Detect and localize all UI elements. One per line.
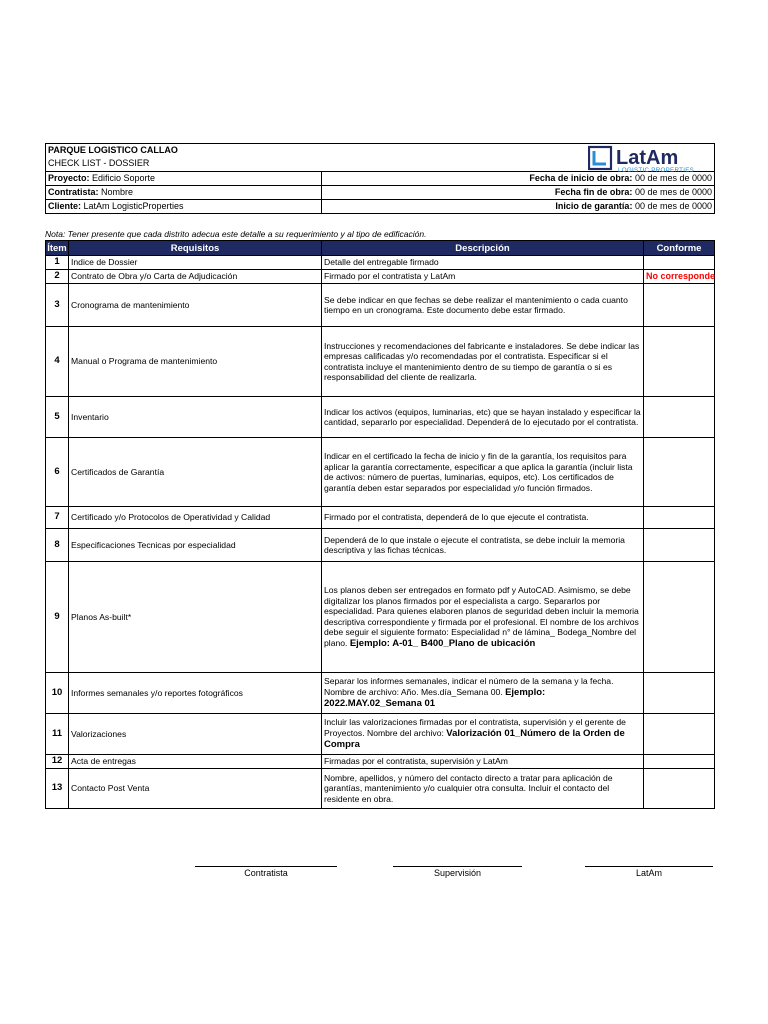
description-text: Firmado por el contratista y LatAm <box>324 271 456 282</box>
conforme-cell <box>644 327 715 397</box>
table-row <box>46 256 715 270</box>
description-cell <box>322 507 644 529</box>
requirement-cell: Especificaciones Tecnicas por especialidad <box>69 529 322 562</box>
description-example: Ejemplo: 2022.MAY.02_Semana 01 <box>324 686 546 710</box>
conforme-cell <box>644 284 715 327</box>
item-number: 3 <box>46 284 69 327</box>
description-text: Dependerá de lo que instale o ejecute el contratista, se debe incluir la memoria descriptiva y las fichas técnicas. <box>324 534 625 555</box>
table-row <box>46 755 715 769</box>
table-row <box>46 529 715 562</box>
requirement-cell: Cronograma de mantenimiento <box>69 284 322 327</box>
requirement-cell: Valorizaciones <box>69 714 322 755</box>
conforme-cell <box>644 507 715 529</box>
requirement-cell: Indice de Dossier <box>69 256 322 270</box>
end-date-field: Fecha fin de obra: 00 de mes de 0000 <box>322 185 715 199</box>
logo-tagline: LOGISTIC PROPERTIES <box>618 167 695 173</box>
item-number: 6 <box>46 438 69 507</box>
conforme-cell <box>644 438 715 507</box>
description-cell <box>322 562 644 673</box>
description-cell <box>322 327 644 397</box>
table-row <box>46 327 715 397</box>
item-number: 4 <box>46 327 69 397</box>
conforme-cell <box>644 714 715 755</box>
item-number: 11 <box>46 714 69 755</box>
description-text: Incluir las valorizaciones firmadas por el contratista, supervisión y el gerente de Proyectos. Nombre del archivo: <box>324 717 626 738</box>
conforme-cell <box>644 256 715 270</box>
table-header-row <box>46 241 715 256</box>
requirement-cell: Contacto Post Venta <box>69 769 322 809</box>
latam-logo <box>588 145 712 173</box>
table-row <box>46 769 715 809</box>
col-header-conforme: Conforme <box>644 241 715 256</box>
checklist-subtitle: CHECK LIST - DOSSIER <box>46 157 322 171</box>
description-text: Se debe indicar en que fechas se debe realizar el mantenimiento o cada cuanto tiempo en un cronograma. Este documento debe estar firmado. <box>324 294 628 315</box>
document-header <box>45 143 714 214</box>
table-row <box>46 714 715 755</box>
item-number: 8 <box>46 529 69 562</box>
requirement-cell: Acta de entregas <box>69 755 322 769</box>
description-cell <box>322 256 644 270</box>
description-cell <box>322 270 644 284</box>
description-cell <box>322 769 644 809</box>
signature-contratista: Contratista <box>195 866 337 878</box>
col-header-requisitos: Requisitos <box>69 241 322 256</box>
col-header-item: Ítem <box>47 242 67 254</box>
company-title: PARQUE LOGISTICO CALLAO <box>46 144 322 158</box>
requirement-cell: Certificado y/o Protocolos de Operatividad y Calidad <box>69 507 322 529</box>
logo-mark-inner <box>594 151 606 164</box>
description-example: Valorización 01_Número de la Orden de Compra <box>324 727 625 751</box>
col-header-descripcion: Descripción <box>322 241 644 256</box>
table-body <box>46 256 715 809</box>
signature-supervision: Supervisión <box>393 866 522 878</box>
conforme-cell <box>644 529 715 562</box>
description-cell <box>322 714 644 755</box>
item-number: 2 <box>46 270 69 284</box>
table-row <box>46 284 715 327</box>
item-number: 12 <box>46 755 69 769</box>
item-number: 9 <box>46 562 69 673</box>
item-number: 10 <box>46 673 69 714</box>
conforme-cell <box>644 562 715 673</box>
description-cell <box>322 438 644 507</box>
description-text: Nombre, apellidos, y número del contacto directo a tratar para aplicación de garantías, mantenimiento y/o cualquier otra consulta. Incluir el contacto del residente en obra. <box>324 772 613 804</box>
checklist-table <box>45 240 715 809</box>
requirement-cell: Contrato de Obra y/o Carta de Adjudicación <box>69 270 322 284</box>
description-text: Los planos deben ser entregados en formato pdf y AutoCAD. Asimismo, se debe digitalizar los planos firmados por el especialista a cargo. Separarlos por especialidad. Para quienes elaboren planos de seguridad deben incluir la memoria descriptiva correspondiente y firmada por el profesional. El nombre de los archivos debe seguir el siguiente formato: Especialidad n° de lámina_ Bodega_Nombre del plano. <box>324 585 639 648</box>
requirement-cell: Certificados de Garantía <box>69 438 322 507</box>
start-date-field: Fecha de inicio de obra: 00 de mes de 0000 <box>322 171 715 185</box>
conforme-cell <box>644 755 715 769</box>
conforme-cell <box>644 397 715 438</box>
description-cell <box>322 397 644 438</box>
requirement-cell: Informes semanales y/o reportes fotográficos <box>69 673 322 714</box>
description-text: Firmadas por el contratista, supervisión y LatAm <box>324 756 508 767</box>
description-text: Instrucciones y recomendaciones del fabricante e instaladores. Se debe indicar las empresas calificadas y/o recomendadas por el contratista. Especificar si el contratista incluye el mantenimiento dentro de su tiempo de garantía o si es responsabilidad del cliente de realizarla. <box>324 340 640 382</box>
conforme-cell: No corresponde <box>644 270 715 284</box>
description-text: Detalle del entregable firmado <box>324 257 439 268</box>
table-row <box>46 673 715 714</box>
requirement-cell: Planos As-built* <box>69 562 322 673</box>
item-number: 7 <box>46 507 69 529</box>
table-row <box>46 562 715 673</box>
project-field: Proyecto: Edificio Soporte <box>46 171 322 185</box>
table-row <box>46 397 715 438</box>
requirement-cell: Inventario <box>69 397 322 438</box>
item-number: 1 <box>46 256 69 270</box>
signature-latam: LatAm <box>585 866 713 878</box>
description-example: Ejemplo: A-01_ B400_Plano de ubicación <box>349 637 536 649</box>
description-text: Indicar los activos (equipos, luminarias, etc) que se hayan instalado y especificar la cantidad, separarlo por especialidad. Dependerá de lo ejecutado por el contratista. <box>324 406 641 427</box>
contractor-field: Contratista: Nombre <box>46 185 322 199</box>
table-row <box>46 438 715 507</box>
description-cell <box>322 284 644 327</box>
conforme-cell <box>644 673 715 714</box>
description-text: Separar los informes semanales, indicar el número de la semana y la fecha. Nombre de archivo: Año. Mes.día_Semana 00. <box>324 676 614 697</box>
requirement-cell: Manual o Programa de mantenimiento <box>69 327 322 397</box>
logo-wordmark: LatAm <box>616 147 679 169</box>
description-cell <box>322 755 644 769</box>
table-row <box>46 270 715 284</box>
table-row <box>46 507 715 529</box>
description-text: Firmado por el contratista, dependerá de lo que ejecute el contratista. <box>324 512 589 523</box>
warranty-date-field: Inicio de garantía: 00 de mes de 0000 <box>322 199 715 213</box>
description-cell <box>322 529 644 562</box>
item-number: 5 <box>46 397 69 438</box>
logo-mark-outer <box>589 147 611 169</box>
client-field: Cliente: LatAm LogisticProperties <box>46 199 322 213</box>
note-text: Nota: Tener presente que cada distrito adecua este detalle a su requerimiento y al tipo de edificación. <box>45 229 427 239</box>
item-number: 13 <box>46 769 69 809</box>
description-cell <box>322 673 644 714</box>
conforme-cell <box>644 769 715 809</box>
description-text: Indicar en el certificado la fecha de inicio y fin de la garantía, los requisitos para aplicar la garantía correctamente, especificar a que aplica la garantía (incluir lista de activos: número de puertas, luminarias, equipos, etc). Los certificados de garantía deben estar separados por especialidad y/o función firmados. <box>324 451 633 493</box>
